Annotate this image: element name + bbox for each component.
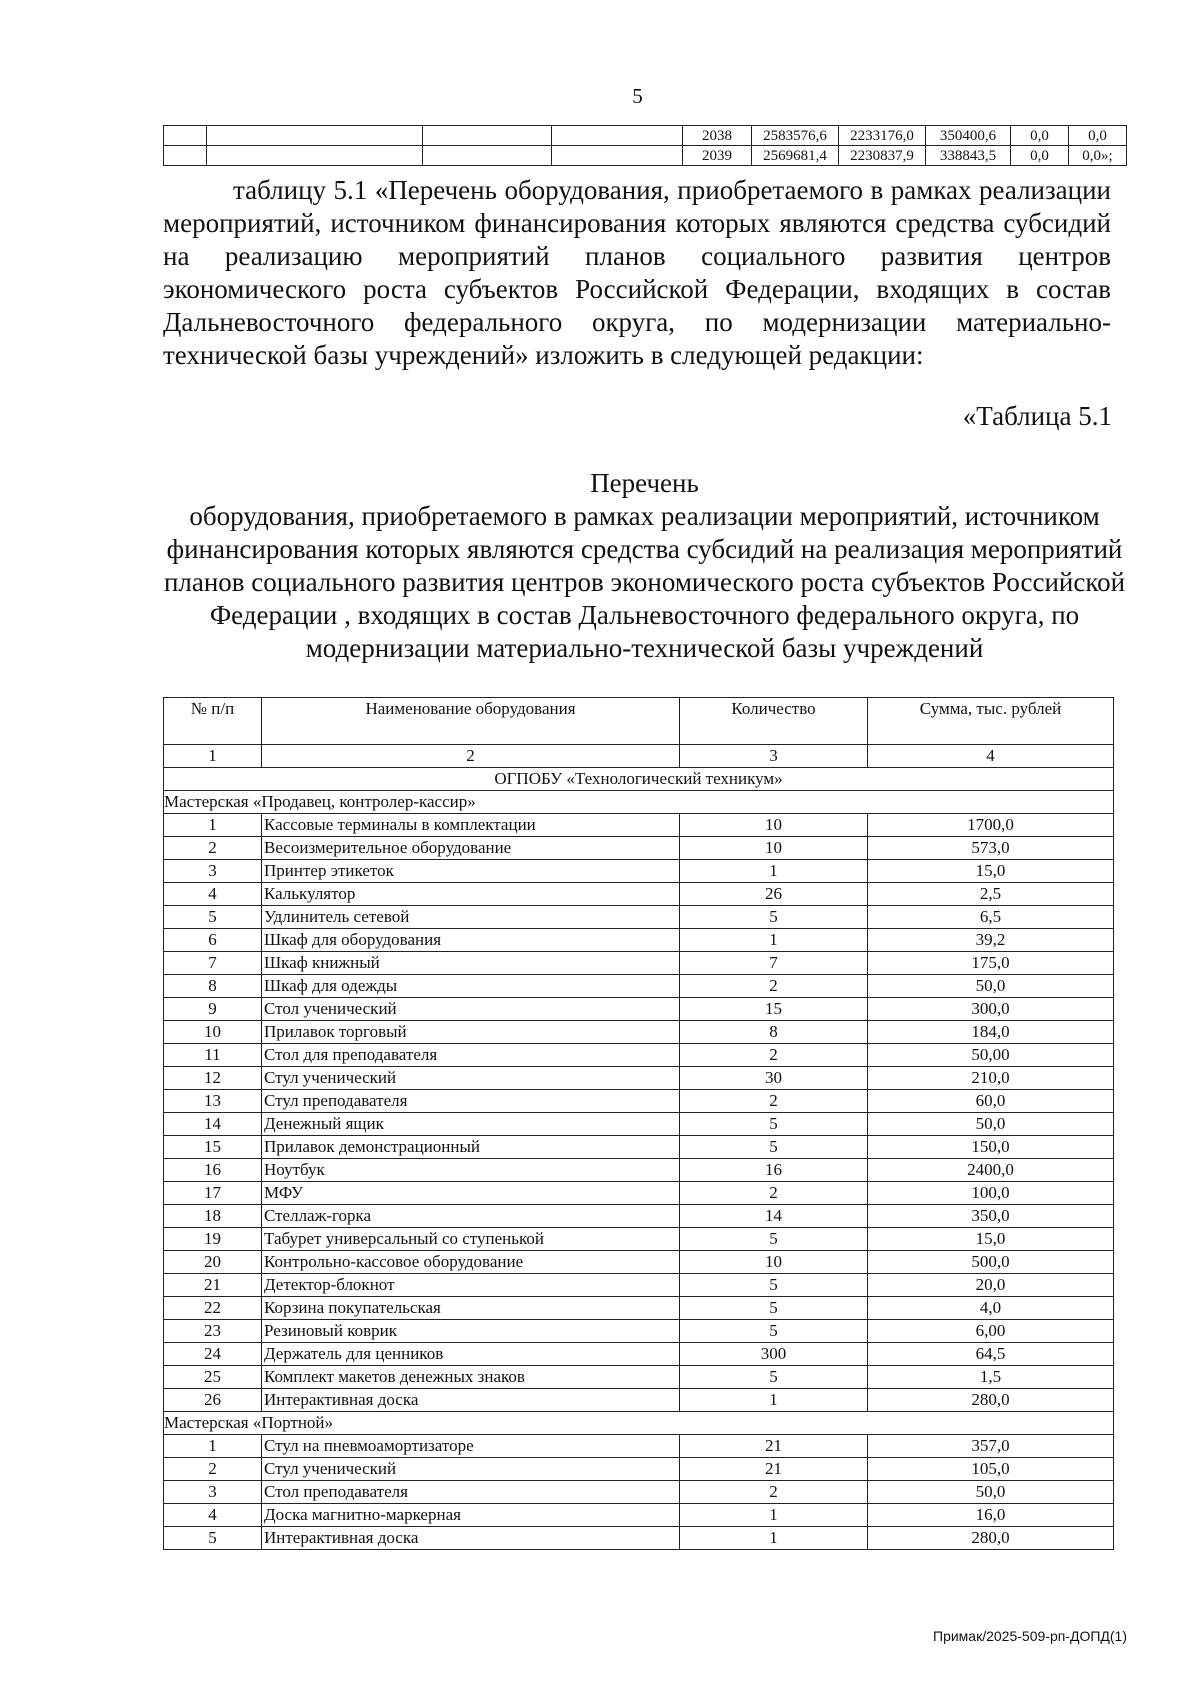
equipment-name: Детектор-блокнот: [262, 1274, 680, 1297]
table-cell: 2039: [683, 146, 752, 166]
quantity: 10: [680, 814, 868, 837]
table-cell: 338843,5: [926, 146, 1011, 166]
row-number: 10: [164, 1021, 262, 1044]
table-cell: 0,0»;: [1069, 146, 1127, 166]
equipment-name: Стеллаж-горка: [262, 1205, 680, 1228]
column-number-2: 2: [262, 745, 680, 768]
quantity: 2: [680, 1090, 868, 1113]
equipment-name: Шкаф для одежды: [262, 975, 680, 998]
column-numbers-row: [164, 745, 1114, 768]
equipment-name: Денежный ящик: [262, 1113, 680, 1136]
equipment-name: Шкаф для оборудования: [262, 929, 680, 952]
quantity: 2: [680, 1182, 868, 1205]
equipment-name: Весоизмерительное оборудование: [262, 837, 680, 860]
equipment-name: Стул ученический: [262, 1067, 680, 1090]
row-number: 24: [164, 1343, 262, 1366]
table-row: [164, 1504, 1114, 1527]
quantity: 300: [680, 1343, 868, 1366]
quantity: 5: [680, 1136, 868, 1159]
table-row: [164, 1067, 1114, 1090]
table-label: «Таблица 5.1: [962, 401, 1112, 431]
equipment-name: МФУ: [262, 1182, 680, 1205]
header-name: Наименование оборудования: [262, 698, 680, 745]
row-number: 25: [164, 1366, 262, 1389]
row-number: 16: [164, 1159, 262, 1182]
table-row: [164, 1481, 1114, 1504]
quantity: 15: [680, 998, 868, 1021]
row-number: 22: [164, 1297, 262, 1320]
quantity: 2: [680, 1481, 868, 1504]
equipment-name: Принтер этикеток: [262, 860, 680, 883]
table-row: [164, 126, 1127, 146]
quantity: 21: [680, 1435, 868, 1458]
amount: 500,0: [868, 1251, 1114, 1274]
amount: 15,0: [868, 860, 1114, 883]
table-row: [164, 1366, 1114, 1389]
table-cell: [423, 146, 552, 166]
table-row: [164, 1274, 1114, 1297]
section-row: [164, 791, 1114, 814]
table-row: [164, 1251, 1114, 1274]
document-title: [163, 467, 1126, 665]
table-cell: [164, 146, 207, 166]
quantity: 1: [680, 929, 868, 952]
amount: 100,0: [868, 1182, 1114, 1205]
amount: 50,00: [868, 1044, 1114, 1067]
amount: 350,0: [868, 1205, 1114, 1228]
table-row: [164, 906, 1114, 929]
table-cell: [423, 126, 552, 146]
document-stamp: Примак/2025-509-рп-ДОПД(1): [933, 1628, 1127, 1644]
organization-row: [164, 768, 1114, 791]
header-number: № п/п: [164, 698, 262, 745]
equipment-name: Стол для преподавателя: [262, 1044, 680, 1067]
row-number: 11: [164, 1044, 262, 1067]
amount: 60,0: [868, 1090, 1114, 1113]
equipment-name: Резиновый коврик: [262, 1320, 680, 1343]
equipment-name: Стул на пневмоамортизаторе: [262, 1435, 680, 1458]
equipment-name: Прилавок торговый: [262, 1021, 680, 1044]
quantity: 26: [680, 883, 868, 906]
amount: 6,00: [868, 1320, 1114, 1343]
amount: 280,0: [868, 1389, 1114, 1412]
equipment-name: Стул ученический: [262, 1458, 680, 1481]
section-row: [164, 1412, 1114, 1435]
quantity: 5: [680, 1366, 868, 1389]
title-line-1: Перечень: [590, 468, 699, 498]
row-number: 5: [164, 906, 262, 929]
table-cell: 0,0: [1069, 126, 1127, 146]
amount: 105,0: [868, 1458, 1114, 1481]
amount: 1700,0: [868, 814, 1114, 837]
quantity: 10: [680, 1251, 868, 1274]
row-number: 9: [164, 998, 262, 1021]
page-number: 5: [632, 84, 643, 108]
equipment-name: Комплект макетов денежных знаков: [262, 1366, 680, 1389]
table-row: [164, 1136, 1114, 1159]
table-cell: 0,0: [1011, 126, 1069, 146]
table-row: [164, 1389, 1114, 1412]
row-number: 1: [164, 1435, 262, 1458]
table-row: [164, 1021, 1114, 1044]
row-number: 12: [164, 1067, 262, 1090]
intro-paragraph: [163, 174, 1111, 372]
table-row: [164, 1044, 1114, 1067]
amount: 50,0: [868, 1481, 1114, 1504]
table-cell: [552, 126, 683, 146]
title-rest: оборудования, приобретаемого в рамках реализации мероприятий, источником финансирования которых являются средства субсидий на реализация мероприятий планов социального развития центров экономического роста субъектов Российской Федерации , входящих в состав Дальневосточного федерального округа, по модернизации материально-технической базы учреждений: [163, 501, 1126, 663]
row-number: 4: [164, 1504, 262, 1527]
row-number: 19: [164, 1228, 262, 1251]
quantity: 5: [680, 1274, 868, 1297]
table-row: [164, 1297, 1114, 1320]
table-cell: [552, 146, 683, 166]
equipment-table: [163, 697, 1114, 1550]
amount: 1,5: [868, 1366, 1114, 1389]
amount: 210,0: [868, 1067, 1114, 1090]
quantity: 1: [680, 860, 868, 883]
amount: 184,0: [868, 1021, 1114, 1044]
quantity: 21: [680, 1458, 868, 1481]
amount: 280,0: [868, 1527, 1114, 1550]
table-row: [164, 1205, 1114, 1228]
row-number: 17: [164, 1182, 262, 1205]
table-row: [164, 1320, 1114, 1343]
quantity: 16: [680, 1159, 868, 1182]
quantity: 7: [680, 952, 868, 975]
amount: 2400,0: [868, 1159, 1114, 1182]
equipment-name: Удлинитель сетевой: [262, 906, 680, 929]
table-cell: 2569681,4: [752, 146, 839, 166]
previous-table-fragment: [163, 125, 1127, 166]
row-number: 13: [164, 1090, 262, 1113]
table-row: [164, 998, 1114, 1021]
table-cell: [207, 146, 423, 166]
table-row: [164, 837, 1114, 860]
table-row: [164, 860, 1114, 883]
equipment-name: Ноутбук: [262, 1159, 680, 1182]
quantity: 30: [680, 1067, 868, 1090]
table-cell: 0,0: [1011, 146, 1069, 166]
equipment-name: Корзина покупательская: [262, 1297, 680, 1320]
table-row: [164, 1159, 1114, 1182]
header-quantity: Количество: [680, 698, 868, 745]
equipment-name: Контрольно-кассовое оборудование: [262, 1251, 680, 1274]
section-title: Мастерская «Продавец, контролер-кассир»: [164, 791, 1114, 814]
table-header-row: [164, 698, 1114, 745]
row-number: 23: [164, 1320, 262, 1343]
row-number: 21: [164, 1274, 262, 1297]
row-number: 2: [164, 837, 262, 860]
equipment-name: Доска магнитно-маркерная: [262, 1504, 680, 1527]
amount: 50,0: [868, 975, 1114, 998]
quantity: 5: [680, 1113, 868, 1136]
quantity: 10: [680, 837, 868, 860]
table-cell: 350400,6: [926, 126, 1011, 146]
row-number: 8: [164, 975, 262, 998]
equipment-name: Стол ученический: [262, 998, 680, 1021]
amount: 300,0: [868, 998, 1114, 1021]
row-number: 6: [164, 929, 262, 952]
equipment-name: Калькулятор: [262, 883, 680, 906]
organization-name: ОГПОБУ «Технологический техникум»: [164, 768, 1114, 791]
column-number-3: 3: [680, 745, 868, 768]
quantity: 5: [680, 1320, 868, 1343]
table-row: [164, 1527, 1114, 1550]
table-row: [164, 814, 1114, 837]
table-row: [164, 146, 1127, 166]
table-row: [164, 952, 1114, 975]
row-number: 7: [164, 952, 262, 975]
amount: 357,0: [868, 1435, 1114, 1458]
amount: 20,0: [868, 1274, 1114, 1297]
intro-text: таблицу 5.1 «Перечень оборудования, приобретаемого в рамках реализации мероприятий, источником финансирования которых являются средства субсидий на реализацию мероприятий планов социального развития центров экономического роста субъектов Российской Федерации, входящих в состав Дальневосточного федерального округа, по модернизации материально-технической базы учреждений» изложить в следующей редакции:: [163, 175, 1111, 370]
amount: 2,5: [868, 883, 1114, 906]
header-sum: Сумма, тыс. рублей: [868, 698, 1114, 745]
table-row: [164, 883, 1114, 906]
quantity: 14: [680, 1205, 868, 1228]
table-cell: [164, 126, 207, 146]
amount: 4,0: [868, 1297, 1114, 1320]
equipment-name: Интерактивная доска: [262, 1527, 680, 1550]
table-row: [164, 975, 1114, 998]
row-number: 3: [164, 1481, 262, 1504]
amount: 573,0: [868, 837, 1114, 860]
equipment-name: Стол преподавателя: [262, 1481, 680, 1504]
quantity: 2: [680, 975, 868, 998]
table-row: [164, 1458, 1114, 1481]
quantity: 5: [680, 1228, 868, 1251]
table-cell: [207, 126, 423, 146]
table-row: [164, 1343, 1114, 1366]
equipment-name: Интерактивная доска: [262, 1389, 680, 1412]
column-number-1: 1: [164, 745, 262, 768]
amount: 39,2: [868, 929, 1114, 952]
quantity: 8: [680, 1021, 868, 1044]
amount: 50,0: [868, 1113, 1114, 1136]
row-number: 1: [164, 814, 262, 837]
row-number: 20: [164, 1251, 262, 1274]
table-row: [164, 1435, 1114, 1458]
equipment-name: Стул преподавателя: [262, 1090, 680, 1113]
row-number: 5: [164, 1527, 262, 1550]
table-row: [164, 1113, 1114, 1136]
quantity: 1: [680, 1527, 868, 1550]
equipment-name: Держатель для ценников: [262, 1343, 680, 1366]
column-number-4: 4: [868, 745, 1114, 768]
quantity: 5: [680, 906, 868, 929]
row-number: 2: [164, 1458, 262, 1481]
table-row: [164, 1182, 1114, 1205]
equipment-name: Шкаф книжный: [262, 952, 680, 975]
amount: 16,0: [868, 1504, 1114, 1527]
quantity: 1: [680, 1389, 868, 1412]
table-cell: 2230837,9: [839, 146, 926, 166]
row-number: 4: [164, 883, 262, 906]
amount: 64,5: [868, 1343, 1114, 1366]
table-cell: 2583576,6: [752, 126, 839, 146]
table-row: [164, 929, 1114, 952]
equipment-name: Табурет универсальный со ступенькой: [262, 1228, 680, 1251]
row-number: 15: [164, 1136, 262, 1159]
amount: 150,0: [868, 1136, 1114, 1159]
equipment-name: Прилавок демонстрационный: [262, 1136, 680, 1159]
amount: 175,0: [868, 952, 1114, 975]
amount: 6,5: [868, 906, 1114, 929]
amount: 15,0: [868, 1228, 1114, 1251]
table-cell: 2038: [683, 126, 752, 146]
table-row: [164, 1090, 1114, 1113]
table-cell: 2233176,0: [839, 126, 926, 146]
quantity: 2: [680, 1044, 868, 1067]
section-title: Мастерская «Портной»: [164, 1412, 1114, 1435]
quantity: 1: [680, 1504, 868, 1527]
row-number: 3: [164, 860, 262, 883]
table-row: [164, 1228, 1114, 1251]
quantity: 5: [680, 1297, 868, 1320]
row-number: 14: [164, 1113, 262, 1136]
row-number: 26: [164, 1389, 262, 1412]
row-number: 18: [164, 1205, 262, 1228]
equipment-name: Кассовые терминалы в комплектации: [262, 814, 680, 837]
